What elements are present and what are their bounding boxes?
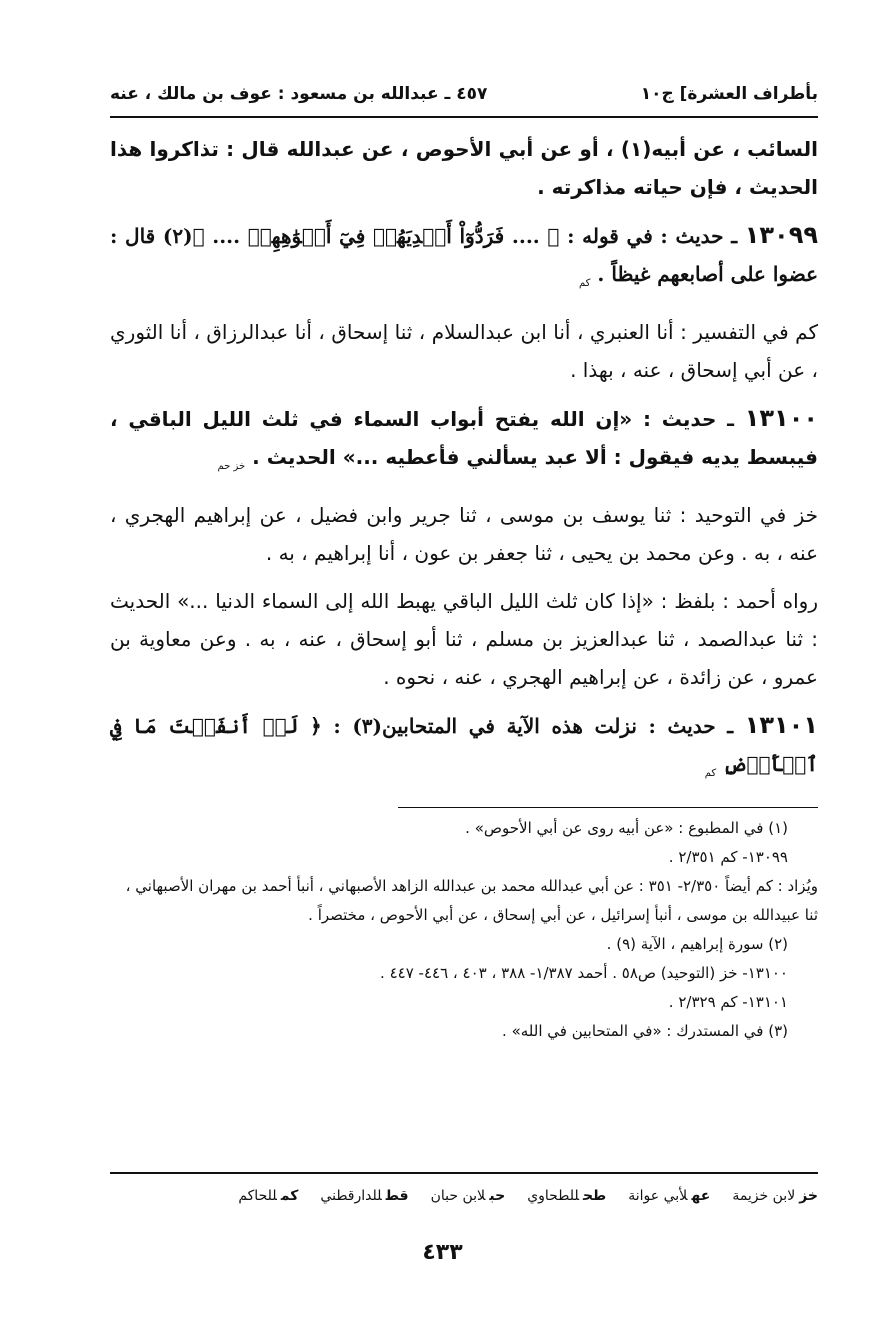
hadith-text: ـ حديث : «إن الله يفتح أبواب السماء في ثلث الليل الباقي ، فيبسط يديه فيقول : ألا عبد يسألني فأعطيه ...» الحديث . [110,407,818,469]
abbreviation-item: حبلابن حبان [430,1188,506,1204]
footnote-3: ويُزاد : كم أيضاً ٢/٣٥٠- ٣٥١ : عن أبي عبدالله محمد بن عبدالله الزاهد الأصبهاني ، أنبأ أحمد بن مهران الأصبهاني ، ثنا عبيدالله بن موسى ، أنبأ إسرائيل ، عن أبي إسحاق ، عن أبي الأحوص ، مختصراً . [125,877,818,924]
footnote-separator [398,807,818,814]
header-right: بأطراف العشرة] ج١٠ [640,84,818,104]
hadith-source-code: خز حم [217,461,246,472]
page [110,78,818,1046]
hadith-number: ١٣١٠١ [744,711,818,739]
hadith-source-code: كم [579,278,591,289]
abbreviations-legend [110,1172,818,1204]
hadith-text: ـ حديث : في قوله : ﴿ .... فَرَدُّوٓاْ أَيۡدِيَهُمۡ فِيٓ أَفۡوَٰهِهِمۡ .... ﴾(٢) قال : عضوا على أصابعهم غيظاً . [110,224,818,286]
hadith-text: ـ حديث : نزلت هذه الآية في المتحابين(٣) : ﴿ لَوۡ أَنفَقۡتَ مَا فِي ٱلۡأَرۡضِ [110,714,818,776]
footnote-6: ١٣١٠١- كم ٢/٣٢٩ . [668,993,788,1011]
abbreviation-item: طحللطحاوي [527,1188,607,1204]
footnotes [110,814,818,1046]
footnote-5: ١٣١٠٠- خز (التوحيد) ص٥٨ . أحمد ١/٣٨٧- ٣٨٨ ، ٤٠٣ ، ٤٤٦- ٤٤٧ . [380,964,788,982]
abbreviation-item: عهلأبي عوانة [628,1188,711,1204]
main-text [110,130,818,793]
abbreviation-item: كمللحاكم [238,1188,299,1204]
footnote-2: ١٣٠٩٩- كم ٢/٣٥١ . [668,848,788,866]
hadith-number: ١٣٠٩٩ [744,221,818,249]
paragraph-1: السائب ، عن أبيه(١) ، أو عن أبي الأحوص ، عن عبدالله قال : تذاكروا هذا الحديث ، فإن حياته مذاكرته . [110,137,819,199]
footnote-7: (٣) في المستدرك : «في المتحابين في الله» . [502,1022,788,1040]
page-number: ٤٣٣ [422,1240,463,1265]
paragraph-3: خز في التوحيد : ثنا يوسف بن موسى ، ثنا جرير وابن فضيل ، عن إبراهيم الهجري ، عنه ، به . وعن محمد بن يحيى ، ثنا جعفر بن عون ، أنا إبراهيم ، به . [110,503,818,565]
header-left: ٤٥٧ ـ عبدالله بن مسعود : عوف بن مالك ، عنه [110,84,488,104]
hadith-source-code: كم [704,768,717,779]
hadith-13100 [110,399,818,486]
abbreviation-item: قطللدارقطني [320,1188,409,1204]
footnote-4: (٢) سورة إبراهيم ، الآية (٩) . [606,935,788,953]
footnote-1: (١) في المطبوع : «عن أبيه روى عن أبي الأحوص» . [465,819,788,837]
hadith-13099 [110,216,818,303]
abbreviation-item: خزلابن خزيمة [732,1188,818,1204]
hadith-13101 [110,706,818,793]
running-header [110,78,818,118]
paragraph-4: رواه أحمد : بلفظ : «إذا كان ثلث الليل الباقي يهبط الله إلى السماء الدنيا ...» الحديث : ثنا عبدالصمد ، ثنا عبدالعزيز بن مسلم ، ثنا أبو إسحاق ، عنه ، به . وعن معاوية بن عمرو ، عن زائدة ، عن إبراهيم الهجري ، عنه ، نحوه . [110,589,818,689]
paragraph-2: كم في التفسير : أنا العنبري ، أنا ابن عبدالسلام ، ثنا إسحاق ، أنا عبدالرزاق ، أنا الثوري ، عن أبي إسحاق ، عنه ، بهذا . [110,320,818,382]
hadith-number: ١٣١٠٠ [744,404,818,432]
